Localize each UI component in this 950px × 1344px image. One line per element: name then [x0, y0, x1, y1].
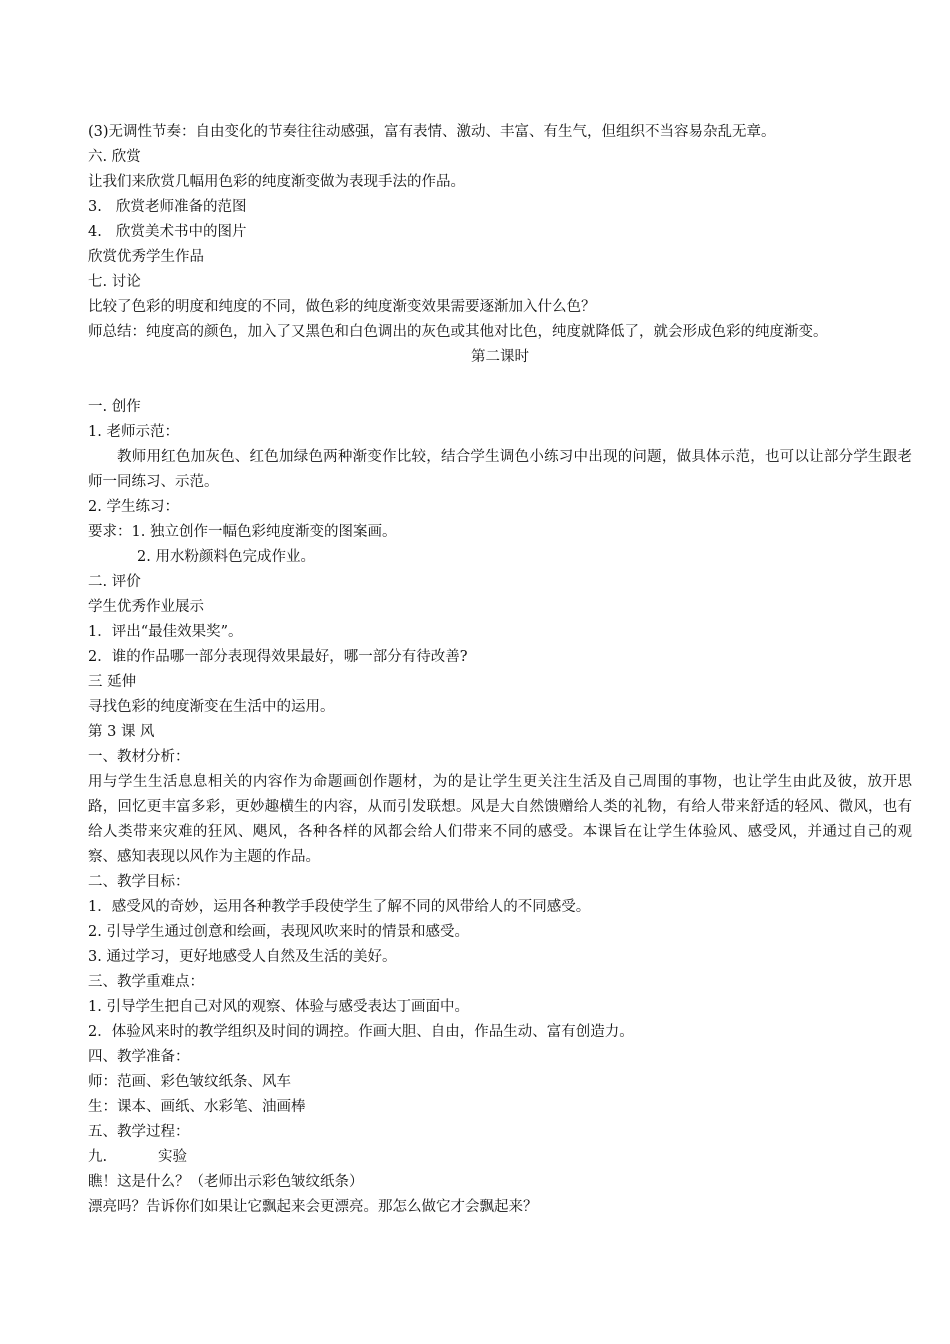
list-number: 4. — [88, 224, 102, 240]
sub-heading: 1. 老师示范： — [88, 424, 179, 440]
section-heading: 三 延伸 — [88, 674, 137, 690]
text-line: 比较了色彩的明度和纯度的不同，做色彩的纯度渐变效果需要逐渐加入什么色？ — [88, 299, 596, 315]
section-heading: 二、教学目标： — [88, 874, 190, 890]
section-heading: 一. 创作 — [88, 399, 141, 415]
text-line: 2. 引导学生通过创意和绘画，表现风吹来时的情景和感受。 — [88, 924, 469, 940]
document-page — [88, 120, 912, 1220]
paragraph: 教师用红色加灰色、红色加绿色两种渐变作比较，结合学生调色小练习中出现的问题，做具体示范，也可以让部分学生跟老师一同练习、示范。 — [88, 449, 912, 490]
text-line: 1．评出“最佳效果奖”。 — [88, 624, 243, 640]
text-line: 让我们来欣赏几幅用色彩的纯度渐变做为表现手法的作品。 — [88, 174, 465, 190]
list-item — [88, 1145, 912, 1170]
text-line: 2．体验风来时的教学组织及时间的调控。作画大胆、自由，作品生动、富有创造力。 — [88, 1024, 634, 1040]
list-text: 欣赏美术书中的图片 — [116, 224, 247, 240]
section-heading: 一、教材分析： — [88, 749, 190, 765]
text-line: 师：范画、彩色皱纹纸条、风车 — [88, 1074, 291, 1090]
section-heading: 五、教学过程： — [88, 1124, 190, 1140]
requirement-line: 要求：1. 独立创作一幅色彩纯度渐变的图案画。 — [88, 524, 397, 540]
text-line: 3. 通过学习，更好地感受人自然及生活的美好。 — [88, 949, 397, 965]
list-text: 实验 — [158, 1149, 187, 1165]
text-line: 欣赏优秀学生作品 — [88, 249, 204, 265]
lesson-title: 第二课时 — [471, 349, 529, 365]
section-heading: 七. 讨论 — [88, 274, 141, 290]
section-heading: 四、教学准备： — [88, 1049, 190, 1065]
paragraph: 用与学生生活息息相关的内容作为命题画创作题材，为的是让学生更关注生活及自己周围的事物，也让学生由此及彼，放开思路，回忆更丰富多彩，更妙趣横生的内容，从而引发联想。风是大自然馈赠给人类的礼物，有给人带来舒适的轻风、微风，也有给人类带来灾难的狂风、飓风，各种各样的风都会给人们带来不同的感受。本课旨在让学生体验风、感受风，并通过自己的观察、感知表现以风作为主题的作品。 — [88, 774, 912, 865]
text-line: 寻找色彩的纯度渐变在生活中的运用。 — [88, 699, 335, 715]
text-line: 学生优秀作业展示 — [88, 599, 204, 615]
section-heading: 二. 评价 — [88, 574, 141, 590]
section-heading: 六. 欣赏 — [88, 149, 141, 165]
text-line: 1．感受风的奇妙，运用各种教学手段使学生了解不同的风带给人的不同感受。 — [88, 899, 591, 915]
list-item — [88, 220, 912, 245]
list-text: 欣赏老师准备的范图 — [116, 199, 247, 215]
text-line: (3)无调性节奏：自由变化的节奏往往动感强，富有表情、激动、丰富、有生气，但组织不当容易杂乱无章。 — [88, 124, 776, 140]
requirement-line: 2. 用水粉颜料色完成作业。 — [137, 549, 315, 565]
blank-line — [88, 370, 912, 395]
text-line: 生：课本、画纸、水彩笔、油画棒 — [88, 1099, 306, 1115]
text-line: 1. 引导学生把自己对风的观察、体验与感受表达丁画面中。 — [88, 999, 469, 1015]
list-item — [88, 195, 912, 220]
list-number: 3. — [88, 199, 102, 215]
lesson-heading: 第 3 课 风 — [88, 724, 155, 740]
sub-heading: 2. 学生练习： — [88, 499, 179, 515]
text-line: 师总结：纯度高的颜色，加入了又黑色和白色调出的灰色或其他对比色，纯度就降低了，就会形成色彩的纯度渐变。 — [88, 324, 828, 340]
text-line: 瞧！这是什么？（老师出示彩色皱纹纸条） — [88, 1174, 364, 1190]
text-line: 2．谁的作品哪一部分表现得效果最好，哪一部分有待改善? — [88, 649, 468, 665]
section-heading: 三、教学重难点： — [88, 974, 204, 990]
text-line: 漂亮吗？告诉你们如果让它飘起来会更漂亮。那怎么做它才会飘起来？ — [88, 1199, 538, 1215]
list-number: 九. — [88, 1149, 108, 1165]
